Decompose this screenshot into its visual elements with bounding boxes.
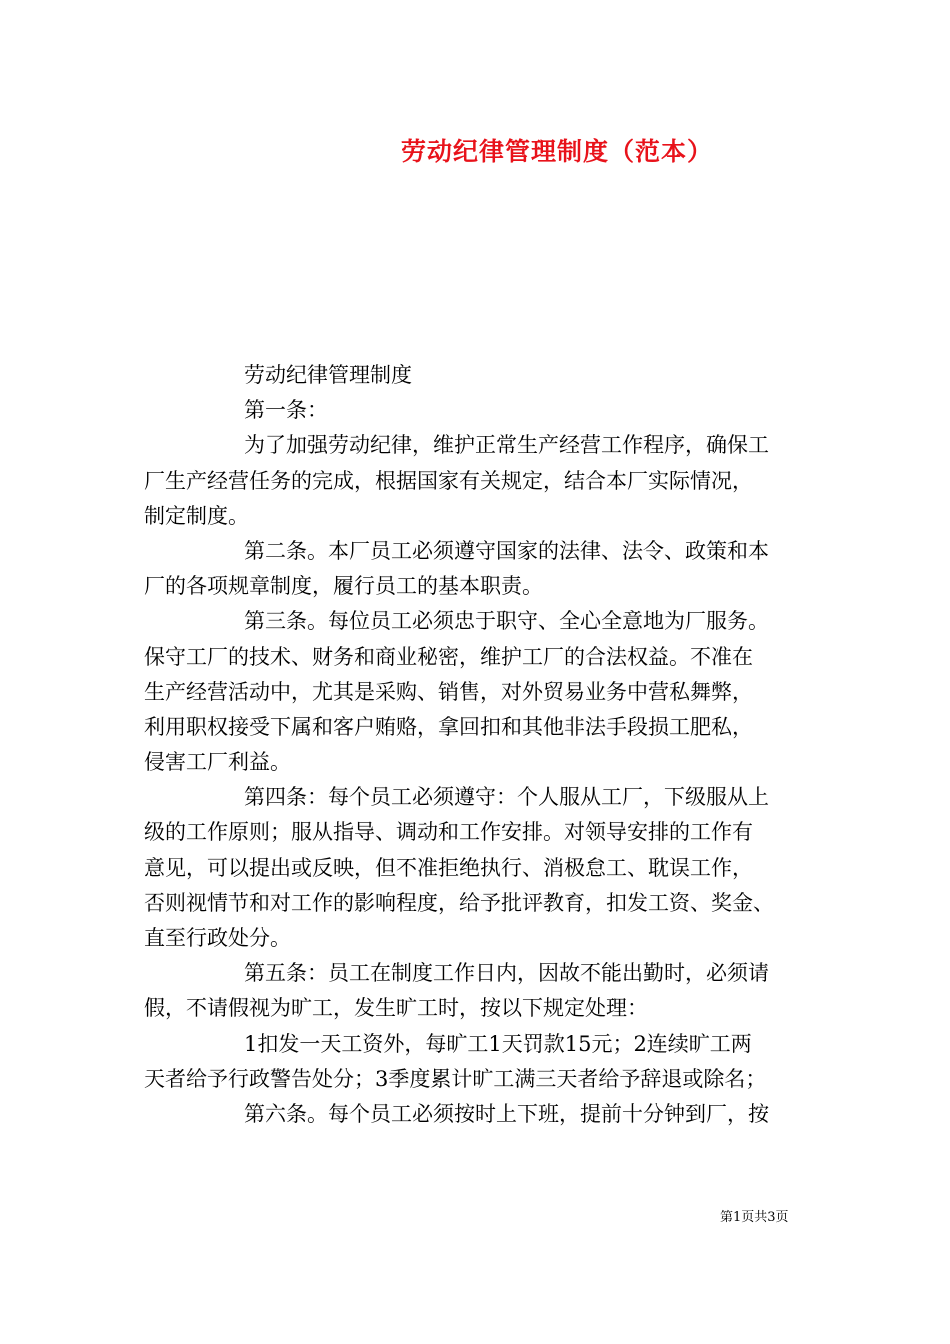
article-3-line: 生产经营活动中，尤其是采购、销售，对外贸易业务中营私舞弊， bbox=[144, 679, 753, 704]
article-4-line: 意见，可以提出或反映，但不准拒绝执行、消极怠工、耽误工作， bbox=[144, 855, 753, 880]
article-2-line: 厂的各项规章制度，履行员工的基本职责。 bbox=[144, 574, 543, 599]
article-3-line: 保守工厂的技术、财务和商业秘密，维护工厂的合法权益。不准在 bbox=[144, 644, 753, 669]
article-3-line: 侵害工厂利益。 bbox=[144, 750, 291, 775]
article-1-heading: 第一条： bbox=[244, 398, 328, 423]
article-3-line: 第三条。每位员工必须忠于职守、全心全意地为厂服务。 bbox=[244, 609, 769, 634]
document-body bbox=[144, 358, 828, 1132]
article-1-line: 为了加强劳动纪律，维护正常生产经营工作程序，确保工 bbox=[244, 433, 769, 458]
article-1-line: 厂生产经营任务的完成，根据国家有关规定，结合本厂实际情况， bbox=[144, 468, 753, 493]
section-heading: 劳动纪律管理制度 bbox=[244, 363, 412, 387]
article-4-line: 第四条：每个员工必须遵守：个人服从工厂，下级服从上 bbox=[244, 785, 769, 810]
article-4-line: 否则视情节和对工作的影响程度，给予批评教育，扣发工资、奖金、 bbox=[144, 890, 774, 915]
article-5-line: 第五条：员工在制度工作日内，因故不能出勤时，必须请 bbox=[244, 961, 769, 986]
article-5-line: 1扣发一天工资外，每旷工1天罚款15元；2连续旷工两 bbox=[244, 1031, 752, 1056]
page-number: 第1页共3页 bbox=[720, 1210, 789, 1225]
article-3-line: 利用职权接受下属和客户贿赂，拿回扣和其他非法手段损工肥私， bbox=[144, 714, 753, 739]
article-1-line: 制定制度。 bbox=[144, 503, 249, 528]
article-5-line: 假，不请假视为旷工，发生旷工时，按以下规定处理： bbox=[144, 996, 648, 1021]
article-2-line: 第二条。本厂员工必须遵守国家的法律、法令、政策和本 bbox=[244, 538, 769, 563]
article-5-line: 天者给予行政警告处分；3季度累计旷工满三天者给予辞退或除名； bbox=[144, 1066, 767, 1091]
article-4-line: 直至行政处分。 bbox=[144, 926, 291, 950]
article-4-line: 级的工作原则；服从指导、调动和工作安排。对领导安排的工作有 bbox=[144, 820, 753, 845]
article-6-line: 第六条。每个员工必须按时上下班，提前十分钟到厂，按 bbox=[244, 1101, 769, 1126]
document-title: 劳动纪律管理制度（范本） bbox=[400, 137, 713, 166]
